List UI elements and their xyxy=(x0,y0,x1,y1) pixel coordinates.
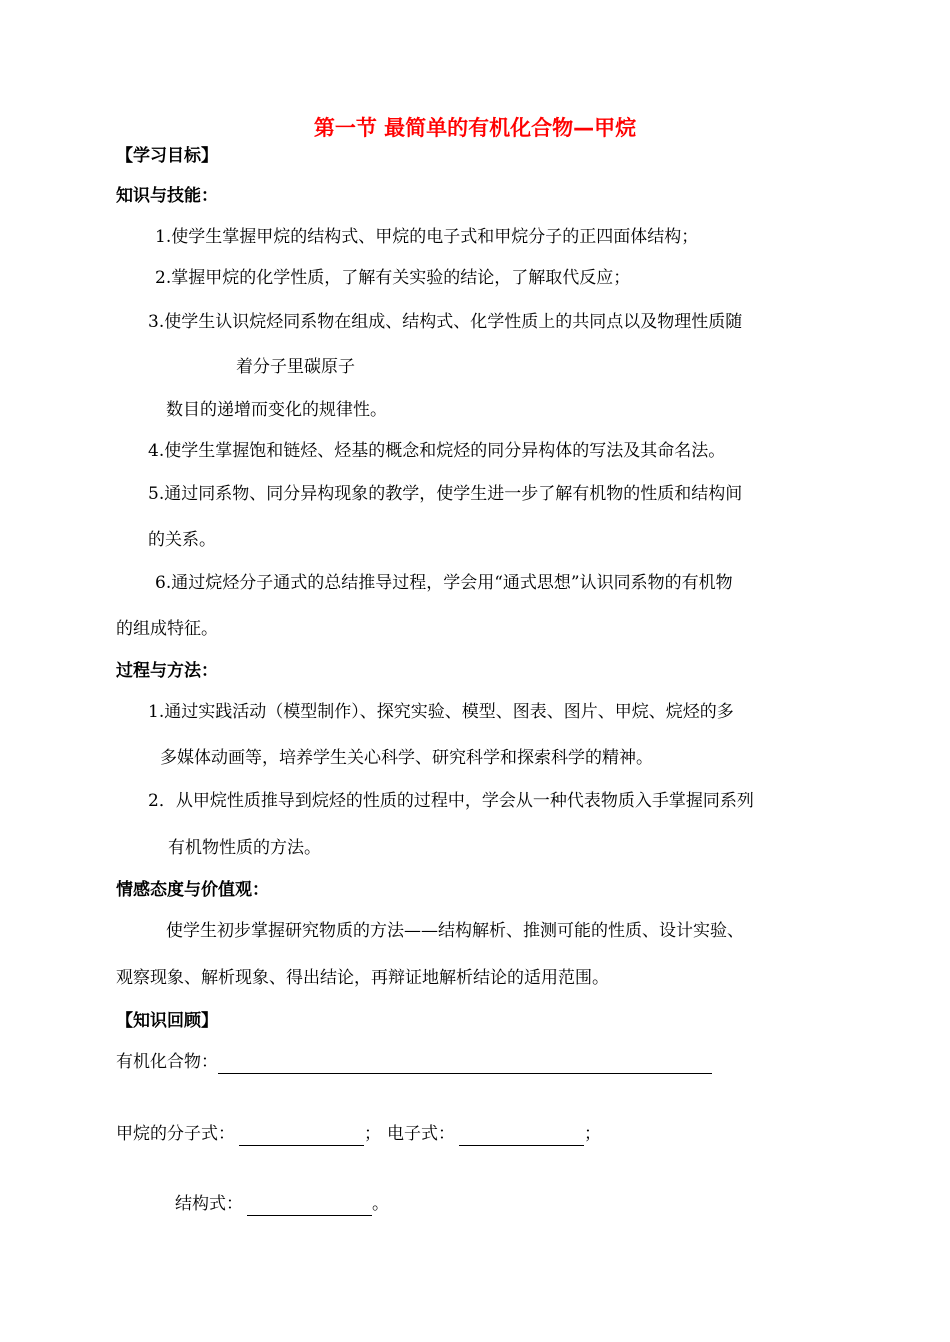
knowledge-item: 的组成特征。 xyxy=(116,619,218,639)
knowledge-item: 4.使学生掌握饱和链烃、烃基的概念和烷烃的同分异构体的写法及其命名法。 xyxy=(148,441,726,461)
attitude-item: 观察现象、解析现象、得出结论，再辩证地解析结论的适用范围。 xyxy=(116,968,609,988)
knowledge-item: 3.使学生认识烷烃同系物在组成、结构式、化学性质上的共同点以及物理性质随 xyxy=(148,312,743,332)
process-heading: 过程与方法： xyxy=(116,661,218,681)
electron-blank[interactable] xyxy=(459,1127,584,1146)
knowledge-item: 6.通过烷烃分子通式的总结推导过程，学会用“通式思想”认识同系物的有机物 xyxy=(155,573,733,593)
knowledge-item: 的关系。 xyxy=(148,530,216,550)
end-mark: 。 xyxy=(372,1194,389,1214)
section-heading-goals: 【学习目标】 xyxy=(116,146,218,166)
knowledge-item: 2.掌握甲烷的化学性质，了解有关实验的结论，了解取代反应； xyxy=(155,268,631,288)
page-title: 第一节 最简单的有机化合物—甲烷 xyxy=(313,116,637,140)
knowledge-item: 5.通过同系物、同分异构现象的教学，使学生进一步了解有机物的性质和结构间 xyxy=(148,484,743,504)
formula-label: 甲烷的分子式： xyxy=(116,1124,235,1144)
knowledge-item: 着分子里碳原子 xyxy=(236,357,355,377)
process-item: 2．从甲烷性质推导到烷烃的性质的过程中，学会从一种代表物质入手掌握同系列 xyxy=(148,791,754,811)
organic-blank[interactable] xyxy=(218,1055,712,1074)
review-formula-row xyxy=(116,1122,601,1146)
knowledge-item: 1.使学生掌握甲烷的结构式、甲烷的电子式和甲烷分子的正四面体结构； xyxy=(155,227,699,247)
attitude-heading: 情感态度与价值观： xyxy=(116,880,269,900)
review-structure-row xyxy=(175,1192,389,1216)
structure-blank[interactable] xyxy=(247,1197,372,1216)
knowledge-item: 数目的递增而变化的规律性。 xyxy=(166,400,387,420)
electron-label: 电子式： xyxy=(387,1124,455,1144)
process-item: 多媒体动画等，培养学生关心科学、研究科学和探索科学的精神。 xyxy=(160,748,653,768)
formula-blank[interactable] xyxy=(239,1127,364,1146)
separator: ； xyxy=(364,1124,381,1144)
structure-label: 结构式： xyxy=(175,1194,243,1214)
attitude-item: 使学生初步掌握研究物质的方法——结构解析、推测可能的性质、设计实验、 xyxy=(166,921,744,941)
section-heading-review: 【知识回顾】 xyxy=(116,1011,218,1031)
process-item: 1.通过实践活动（模型制作）、探究实验、模型、图表、图片、甲烷、烷烃的多 xyxy=(148,702,734,722)
organic-label: 有机化合物： xyxy=(116,1052,218,1072)
review-organic-row xyxy=(116,1050,712,1074)
separator: ； xyxy=(584,1124,601,1144)
process-item: 有机物性质的方法。 xyxy=(168,838,321,858)
knowledge-heading: 知识与技能： xyxy=(116,186,218,206)
